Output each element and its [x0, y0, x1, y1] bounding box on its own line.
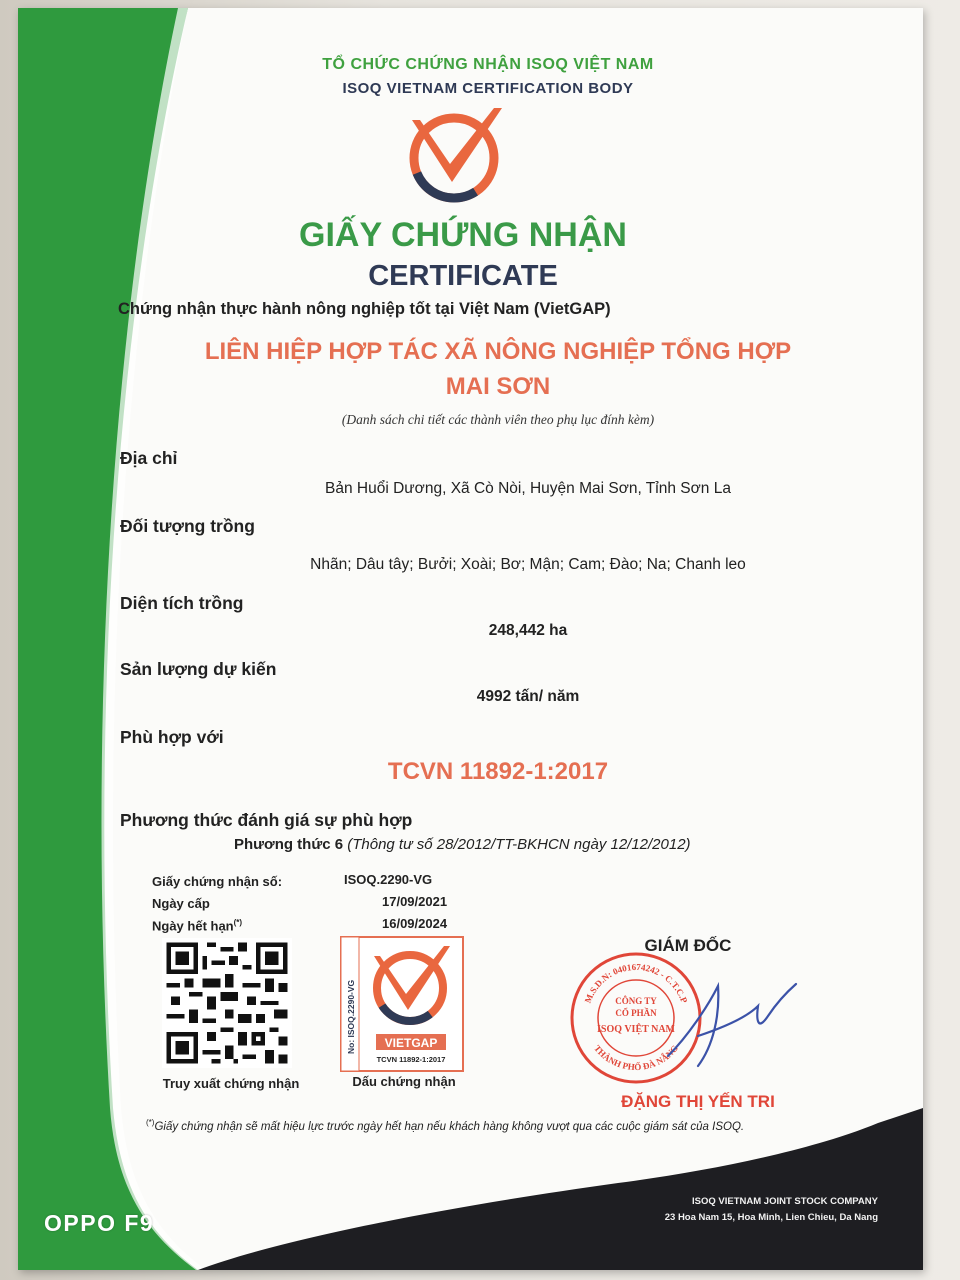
issue-date-value: 17/09/2021 [382, 894, 448, 909]
check-circle-logo-icon [406, 104, 502, 206]
member-list-note: (Danh sách chi tiết các thành viên theo phụ lục đính kèm) [341, 412, 655, 427]
certificate-title-vn: GIẤY CHỨNG NHẬN [299, 216, 627, 254]
qr-caption: Truy xuất chứng nhận [162, 1076, 300, 1091]
expiry-mark: (*) [233, 918, 243, 927]
footer-address: 23 Hoa Nam 15, Hoa Minh, Lien Chieu, Da Nang [664, 1212, 878, 1223]
stamp-number-text: No: ISOQ.2290-VG [346, 979, 356, 1054]
address-value: Bản Huổi Dương, Xã Cò Nòi, Huyện Mai Sơn, Tỉnh Sơn La [325, 480, 731, 497]
certificate-title-en: CERTIFICATE [368, 260, 558, 292]
issue-date-label: Ngày cấp [152, 896, 210, 911]
conform-label: Phù hợp với [120, 727, 224, 747]
footnote [146, 1118, 866, 1133]
camera-watermark: OPPO F9 [44, 1210, 155, 1236]
seal-center-text: ISOQ VIỆT NAM [597, 1024, 675, 1035]
area-value: 248,442 ha [488, 622, 568, 639]
holder-name-line1: LIÊN HIỆP HỢP TÁC XÃ NÔNG NGHIỆP TỔNG HỢP [204, 338, 792, 365]
method-name: Phương thức 6 [234, 836, 344, 853]
vietgap-stamp-icon [340, 936, 464, 1072]
director-name: ĐẶNG THỊ YẾN TRI [621, 1092, 775, 1111]
seal-ring-text: M.S.D.N: 0401674242 - C.T.C.P [582, 961, 690, 1005]
address-label: Địa chỉ [120, 448, 178, 468]
output-value: 4992 tấn/ năm [476, 688, 580, 705]
method-label: Phương thức đánh giá sự phù hợp [120, 810, 413, 830]
certificate-paper [18, 8, 923, 1270]
signature-icon [658, 976, 798, 1072]
method-line [234, 836, 854, 853]
expiry-date-label: Ngày hết hạn [152, 918, 234, 934]
cert-number-value: ISOQ.2290-VG [344, 872, 433, 887]
org-name-en: ISOQ VIETNAM CERTIFICATION BODY [342, 80, 634, 97]
area-label: Diện tích trồng [120, 593, 244, 613]
org-name-vn: TỔ CHỨC CHỨNG NHẬN ISOQ VIỆT NAM [322, 56, 654, 73]
method-reference: (Thông tư số 28/2012/TT-BKHCN ngày 12/12/2012) [347, 836, 691, 853]
footnote-mark: (*) [146, 1118, 155, 1127]
stamp-brand-text: VIETGAP [384, 1036, 438, 1050]
expiry-date-value: 16/09/2024 [382, 916, 448, 931]
seal-mid-text: CỔ PHẦN [615, 1008, 657, 1018]
seal-top-text: CÔNG TY [615, 996, 657, 1006]
certificate-subtitle: Chứng nhận thực hành nông nghiệp tốt tại Việt Nam (VietGAP) [118, 300, 611, 318]
expiry-date-label-wrap [152, 918, 342, 933]
holder-name-line2: MAI SƠN [445, 373, 551, 400]
stamp-standard-text: TCVN 11892-1:2017 [376, 1055, 446, 1064]
crops-label: Đối tượng trồng [120, 516, 255, 536]
footnote-text: Giấy chứng nhận sẽ mất hiệu lực trước ngày hết hạn nếu khách hàng không vượt qua các cuộc giám sát của ISOQ. [154, 1120, 745, 1133]
director-title: GIÁM ĐỐC [644, 936, 732, 955]
output-label: Sản lượng dự kiến [120, 659, 277, 679]
cert-number-label: Giấy chứng nhận số: [152, 874, 283, 889]
stamp-caption: Dấu chứng nhận [352, 1074, 456, 1089]
seal-bottom-text: THÀNH PHỐ ĐÀ NẴNG [592, 1043, 681, 1073]
standard-code: TCVN 11892-1:2017 [387, 758, 609, 785]
crops-value: Nhãn; Dâu tây; Bưởi; Xoài; Bơ; Mận; Cam; Đào; Na; Chanh leo [310, 556, 746, 573]
qr-code-icon[interactable] [162, 938, 292, 1068]
footer-company: ISOQ VIETNAM JOINT STOCK COMPANY [692, 1196, 878, 1207]
